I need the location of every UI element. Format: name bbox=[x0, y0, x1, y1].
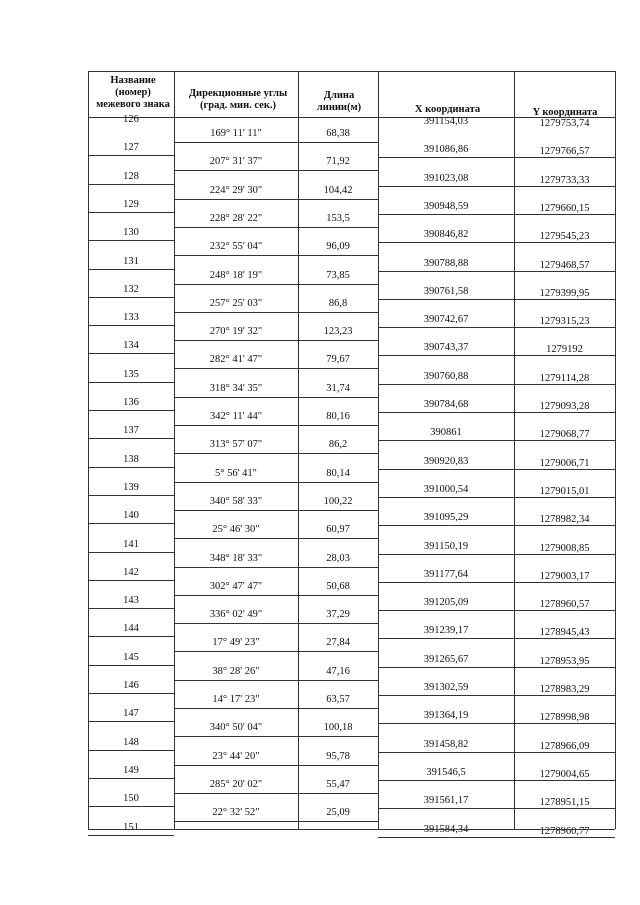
row-divider bbox=[378, 808, 615, 809]
point-name: 126 bbox=[123, 114, 139, 125]
segment-length: 100,22 bbox=[323, 495, 353, 507]
segment-divider bbox=[174, 368, 378, 369]
row-divider bbox=[378, 667, 615, 668]
row-divider bbox=[88, 495, 174, 496]
header-name: Название (номер) межевого знака bbox=[96, 75, 170, 110]
point-x: 391086,86 bbox=[423, 144, 469, 156]
segment-length: 73,85 bbox=[326, 269, 350, 281]
point-name: 140 bbox=[123, 510, 139, 522]
header-length: Длина линии(м) bbox=[316, 90, 362, 113]
segment-length: 80,16 bbox=[326, 411, 350, 422]
segment-divider bbox=[174, 538, 378, 539]
row-divider bbox=[88, 665, 174, 666]
row-divider bbox=[88, 297, 174, 298]
point-x: 391546,5 bbox=[426, 766, 466, 778]
point-name: 142 bbox=[123, 566, 139, 578]
point-y: 1278953,95 bbox=[539, 655, 590, 667]
row-divider bbox=[378, 525, 615, 526]
segment-divider bbox=[174, 397, 378, 398]
point-y: 1279003,17 bbox=[539, 570, 590, 582]
header-x: X координата bbox=[414, 104, 481, 115]
segment-angle: 248° 18' 19" bbox=[209, 269, 263, 281]
point-x: 391205,09 bbox=[423, 597, 469, 609]
segment-length: 80,14 bbox=[326, 467, 350, 479]
point-y: 1279766,57 bbox=[539, 146, 590, 158]
segment-divider bbox=[174, 482, 378, 483]
point-name: 145 bbox=[123, 651, 139, 663]
point-y: 1279468,57 bbox=[539, 259, 590, 271]
point-x: 391265,67 bbox=[423, 653, 469, 665]
row-divider bbox=[88, 325, 174, 326]
point-y: 1278966,09 bbox=[539, 740, 590, 752]
segment-divider bbox=[174, 821, 378, 822]
segment-angle: 342° 11' 44" bbox=[210, 411, 262, 422]
point-x: 390920,83 bbox=[423, 455, 469, 467]
row-divider bbox=[378, 412, 615, 413]
point-y: 1278998,98 bbox=[539, 712, 590, 724]
row-divider bbox=[88, 240, 174, 241]
point-x: 390761,58 bbox=[423, 285, 469, 297]
row-divider bbox=[378, 837, 615, 838]
point-name: 128 bbox=[123, 170, 139, 182]
point-name: 131 bbox=[123, 255, 139, 267]
point-y: 1279114,28 bbox=[539, 372, 590, 384]
point-name: 147 bbox=[123, 708, 139, 720]
segment-divider bbox=[174, 567, 378, 568]
segment-divider bbox=[174, 453, 378, 454]
point-y: 1278951,15 bbox=[539, 797, 590, 809]
row-divider bbox=[378, 752, 615, 753]
segment-angle: 336° 02' 49" bbox=[209, 609, 263, 621]
segment-angle: 285° 20' 02" bbox=[209, 778, 263, 790]
point-y: 1278983,29 bbox=[539, 684, 590, 695]
segment-angle: 17° 49' 23" bbox=[212, 637, 260, 649]
point-x: 390861 bbox=[430, 427, 462, 439]
segment-divider bbox=[174, 425, 378, 426]
row-divider bbox=[88, 778, 174, 779]
segment-angle: 257° 25' 03" bbox=[209, 297, 263, 309]
segment-divider bbox=[174, 680, 378, 681]
segment-length: 50,68 bbox=[326, 580, 350, 592]
row-divider bbox=[378, 695, 615, 696]
row-divider bbox=[378, 469, 615, 470]
row-divider bbox=[378, 780, 615, 781]
row-divider bbox=[378, 440, 615, 441]
segment-length: 25,09 bbox=[326, 807, 350, 819]
row-divider bbox=[378, 271, 615, 272]
point-y: 1279006,71 bbox=[539, 457, 590, 469]
segment-angle: 340° 50' 04" bbox=[209, 722, 263, 734]
point-x: 391177,64 bbox=[423, 568, 469, 580]
row-divider bbox=[88, 552, 174, 553]
point-y: 1278960,77 bbox=[539, 825, 590, 837]
point-y: 1279008,85 bbox=[539, 542, 590, 554]
point-x: 391095,29 bbox=[423, 512, 469, 524]
segment-angle: 38° 28' 26" bbox=[212, 665, 260, 677]
segment-length: 60,97 bbox=[326, 524, 350, 536]
row-divider bbox=[378, 327, 615, 328]
row-divider bbox=[378, 384, 615, 385]
header-y: Y координата bbox=[532, 107, 598, 118]
row-divider bbox=[88, 750, 174, 751]
row-divider bbox=[378, 299, 615, 300]
row-divider bbox=[88, 410, 174, 411]
point-x: 391239,17 bbox=[423, 625, 469, 637]
segment-angle: 169° 11' 11" bbox=[210, 128, 262, 139]
segment-angle: 25° 46' 30" bbox=[212, 524, 260, 536]
point-x: 391150,19 bbox=[423, 540, 469, 552]
point-name: 127 bbox=[123, 142, 139, 154]
row-divider bbox=[88, 353, 174, 354]
point-y: 1278982,34 bbox=[539, 514, 590, 526]
point-y: 1279068,77 bbox=[539, 429, 590, 441]
point-x: 391023,08 bbox=[423, 172, 469, 184]
row-divider bbox=[378, 497, 615, 498]
row-divider bbox=[88, 608, 174, 609]
row-divider bbox=[88, 693, 174, 694]
point-name: 150 bbox=[123, 793, 139, 805]
segment-divider bbox=[174, 312, 378, 313]
table-top-border bbox=[88, 71, 615, 72]
point-x: 391000,54 bbox=[423, 483, 469, 495]
row-divider bbox=[378, 355, 615, 356]
row-divider bbox=[378, 554, 615, 555]
point-name: 135 bbox=[123, 368, 139, 380]
point-x: 390948,59 bbox=[423, 200, 469, 212]
point-y: 1279004,65 bbox=[539, 768, 590, 780]
row-divider bbox=[88, 636, 174, 637]
point-name: 139 bbox=[123, 481, 139, 493]
row-divider bbox=[88, 835, 174, 836]
segment-divider bbox=[174, 736, 378, 737]
point-name: 148 bbox=[123, 736, 139, 748]
segment-divider bbox=[174, 793, 378, 794]
table-bottom-border bbox=[88, 829, 615, 830]
point-x: 390846,82 bbox=[423, 229, 469, 241]
row-divider bbox=[88, 580, 174, 581]
segment-angle: 348° 18' 33" bbox=[209, 552, 263, 564]
row-divider bbox=[378, 723, 615, 724]
segment-length: 37,29 bbox=[326, 609, 350, 621]
point-x: 391584,34 bbox=[423, 823, 469, 835]
segment-length: 55,47 bbox=[326, 778, 350, 790]
row-divider bbox=[88, 523, 174, 524]
point-name: 133 bbox=[123, 312, 139, 324]
point-name: 143 bbox=[123, 595, 139, 607]
point-name: 137 bbox=[123, 425, 139, 437]
segment-angle: 228° 28' 22" bbox=[209, 212, 263, 224]
point-y: 1279660,15 bbox=[539, 202, 590, 214]
segment-divider bbox=[174, 340, 378, 341]
point-name: 134 bbox=[123, 340, 139, 352]
point-name: 136 bbox=[123, 397, 139, 408]
segment-divider bbox=[174, 142, 378, 143]
segment-length: 28,03 bbox=[326, 552, 350, 564]
row-divider bbox=[88, 467, 174, 468]
point-name: 149 bbox=[123, 764, 139, 776]
row-divider bbox=[88, 155, 174, 156]
header-angles: Дирекционные углы (град. мин. сек.) bbox=[188, 88, 288, 111]
segment-length: 47,16 bbox=[326, 665, 350, 677]
point-y: 1279315,23 bbox=[539, 316, 590, 328]
segment-length: 104,42 bbox=[323, 184, 353, 196]
point-y: 1279753,74 bbox=[539, 118, 590, 129]
row-divider bbox=[88, 212, 174, 213]
segment-divider bbox=[174, 227, 378, 228]
point-x: 391364,19 bbox=[423, 710, 469, 722]
segment-angle: 313° 57' 07" bbox=[209, 439, 263, 451]
point-x: 391154,03 bbox=[423, 116, 469, 127]
point-name: 144 bbox=[123, 623, 139, 635]
segment-angle: 14° 17' 23" bbox=[212, 694, 260, 705]
segment-divider bbox=[174, 765, 378, 766]
segment-length: 31,74 bbox=[326, 382, 350, 394]
segment-divider bbox=[174, 510, 378, 511]
segment-angle: 5° 56' 41" bbox=[215, 467, 257, 479]
segment-length: 95,78 bbox=[326, 750, 350, 762]
row-divider bbox=[88, 382, 174, 383]
segment-divider bbox=[174, 623, 378, 624]
row-divider bbox=[378, 157, 615, 158]
row-divider bbox=[88, 721, 174, 722]
point-y: 1279093,28 bbox=[539, 401, 590, 412]
point-y: 1279399,95 bbox=[539, 287, 590, 299]
point-name: 138 bbox=[123, 453, 139, 465]
segment-length: 79,67 bbox=[326, 354, 350, 366]
point-x: 390760,88 bbox=[423, 370, 469, 382]
segment-length: 153,5 bbox=[326, 212, 350, 224]
segment-length: 86,2 bbox=[328, 439, 348, 451]
segment-angle: 22° 32' 52" bbox=[212, 807, 260, 819]
segment-angle: 224° 29' 30" bbox=[209, 184, 263, 196]
point-name: 132 bbox=[123, 283, 139, 295]
point-x: 391302,59 bbox=[423, 682, 469, 693]
segment-length: 96,09 bbox=[326, 241, 350, 253]
segment-angle: 207° 31' 37" bbox=[209, 156, 263, 168]
segment-divider bbox=[174, 255, 378, 256]
row-divider bbox=[88, 269, 174, 270]
point-x: 390742,67 bbox=[423, 314, 469, 326]
column-divider bbox=[615, 71, 616, 829]
segment-length: 68,38 bbox=[326, 128, 350, 139]
point-x: 390784,68 bbox=[423, 399, 469, 410]
segment-angle: 318° 34' 35" bbox=[209, 382, 263, 394]
point-y: 1279192 bbox=[546, 344, 583, 356]
segment-length: 27,84 bbox=[326, 637, 350, 649]
segment-angle: 282° 41' 47" bbox=[209, 354, 263, 366]
point-x: 390788,88 bbox=[423, 257, 469, 269]
segment-angle: 232° 55' 04" bbox=[209, 241, 263, 253]
segment-angle: 340° 58' 33" bbox=[209, 495, 263, 507]
segment-length: 123,23 bbox=[323, 326, 353, 338]
segment-divider bbox=[174, 708, 378, 709]
point-x: 391458,82 bbox=[423, 738, 469, 750]
point-x: 390743,37 bbox=[423, 342, 469, 354]
segment-divider bbox=[174, 199, 378, 200]
segment-length: 100,18 bbox=[323, 722, 353, 734]
row-divider bbox=[88, 438, 174, 439]
row-divider bbox=[378, 638, 615, 639]
row-divider bbox=[378, 186, 615, 187]
segment-angle: 270° 19' 32" bbox=[209, 326, 263, 338]
row-divider bbox=[378, 242, 615, 243]
point-name: 146 bbox=[123, 680, 139, 691]
segment-angle: 302° 47' 47" bbox=[209, 580, 263, 592]
point-y: 1279545,23 bbox=[539, 231, 590, 243]
point-y: 1278960,57 bbox=[539, 599, 590, 611]
point-y: 1279015,01 bbox=[539, 485, 590, 497]
point-y: 1278945,43 bbox=[539, 627, 590, 639]
segment-divider bbox=[174, 170, 378, 171]
point-name: 129 bbox=[123, 198, 139, 210]
row-divider bbox=[378, 610, 615, 611]
point-x: 391561,17 bbox=[423, 795, 469, 807]
segment-length: 71,92 bbox=[326, 156, 350, 168]
segment-length: 86,8 bbox=[328, 297, 348, 309]
segment-divider bbox=[174, 651, 378, 652]
segment-length: 63,57 bbox=[326, 694, 350, 705]
row-divider bbox=[378, 214, 615, 215]
row-divider bbox=[88, 806, 174, 807]
point-y: 1279733,33 bbox=[539, 174, 590, 186]
segment-divider bbox=[174, 284, 378, 285]
point-name: 141 bbox=[123, 538, 139, 550]
segment-divider bbox=[174, 595, 378, 596]
row-divider bbox=[378, 582, 615, 583]
point-name: 130 bbox=[123, 227, 139, 239]
segment-angle: 23° 44' 20" bbox=[212, 750, 260, 762]
point-name: 151 bbox=[123, 821, 139, 833]
row-divider bbox=[88, 184, 174, 185]
